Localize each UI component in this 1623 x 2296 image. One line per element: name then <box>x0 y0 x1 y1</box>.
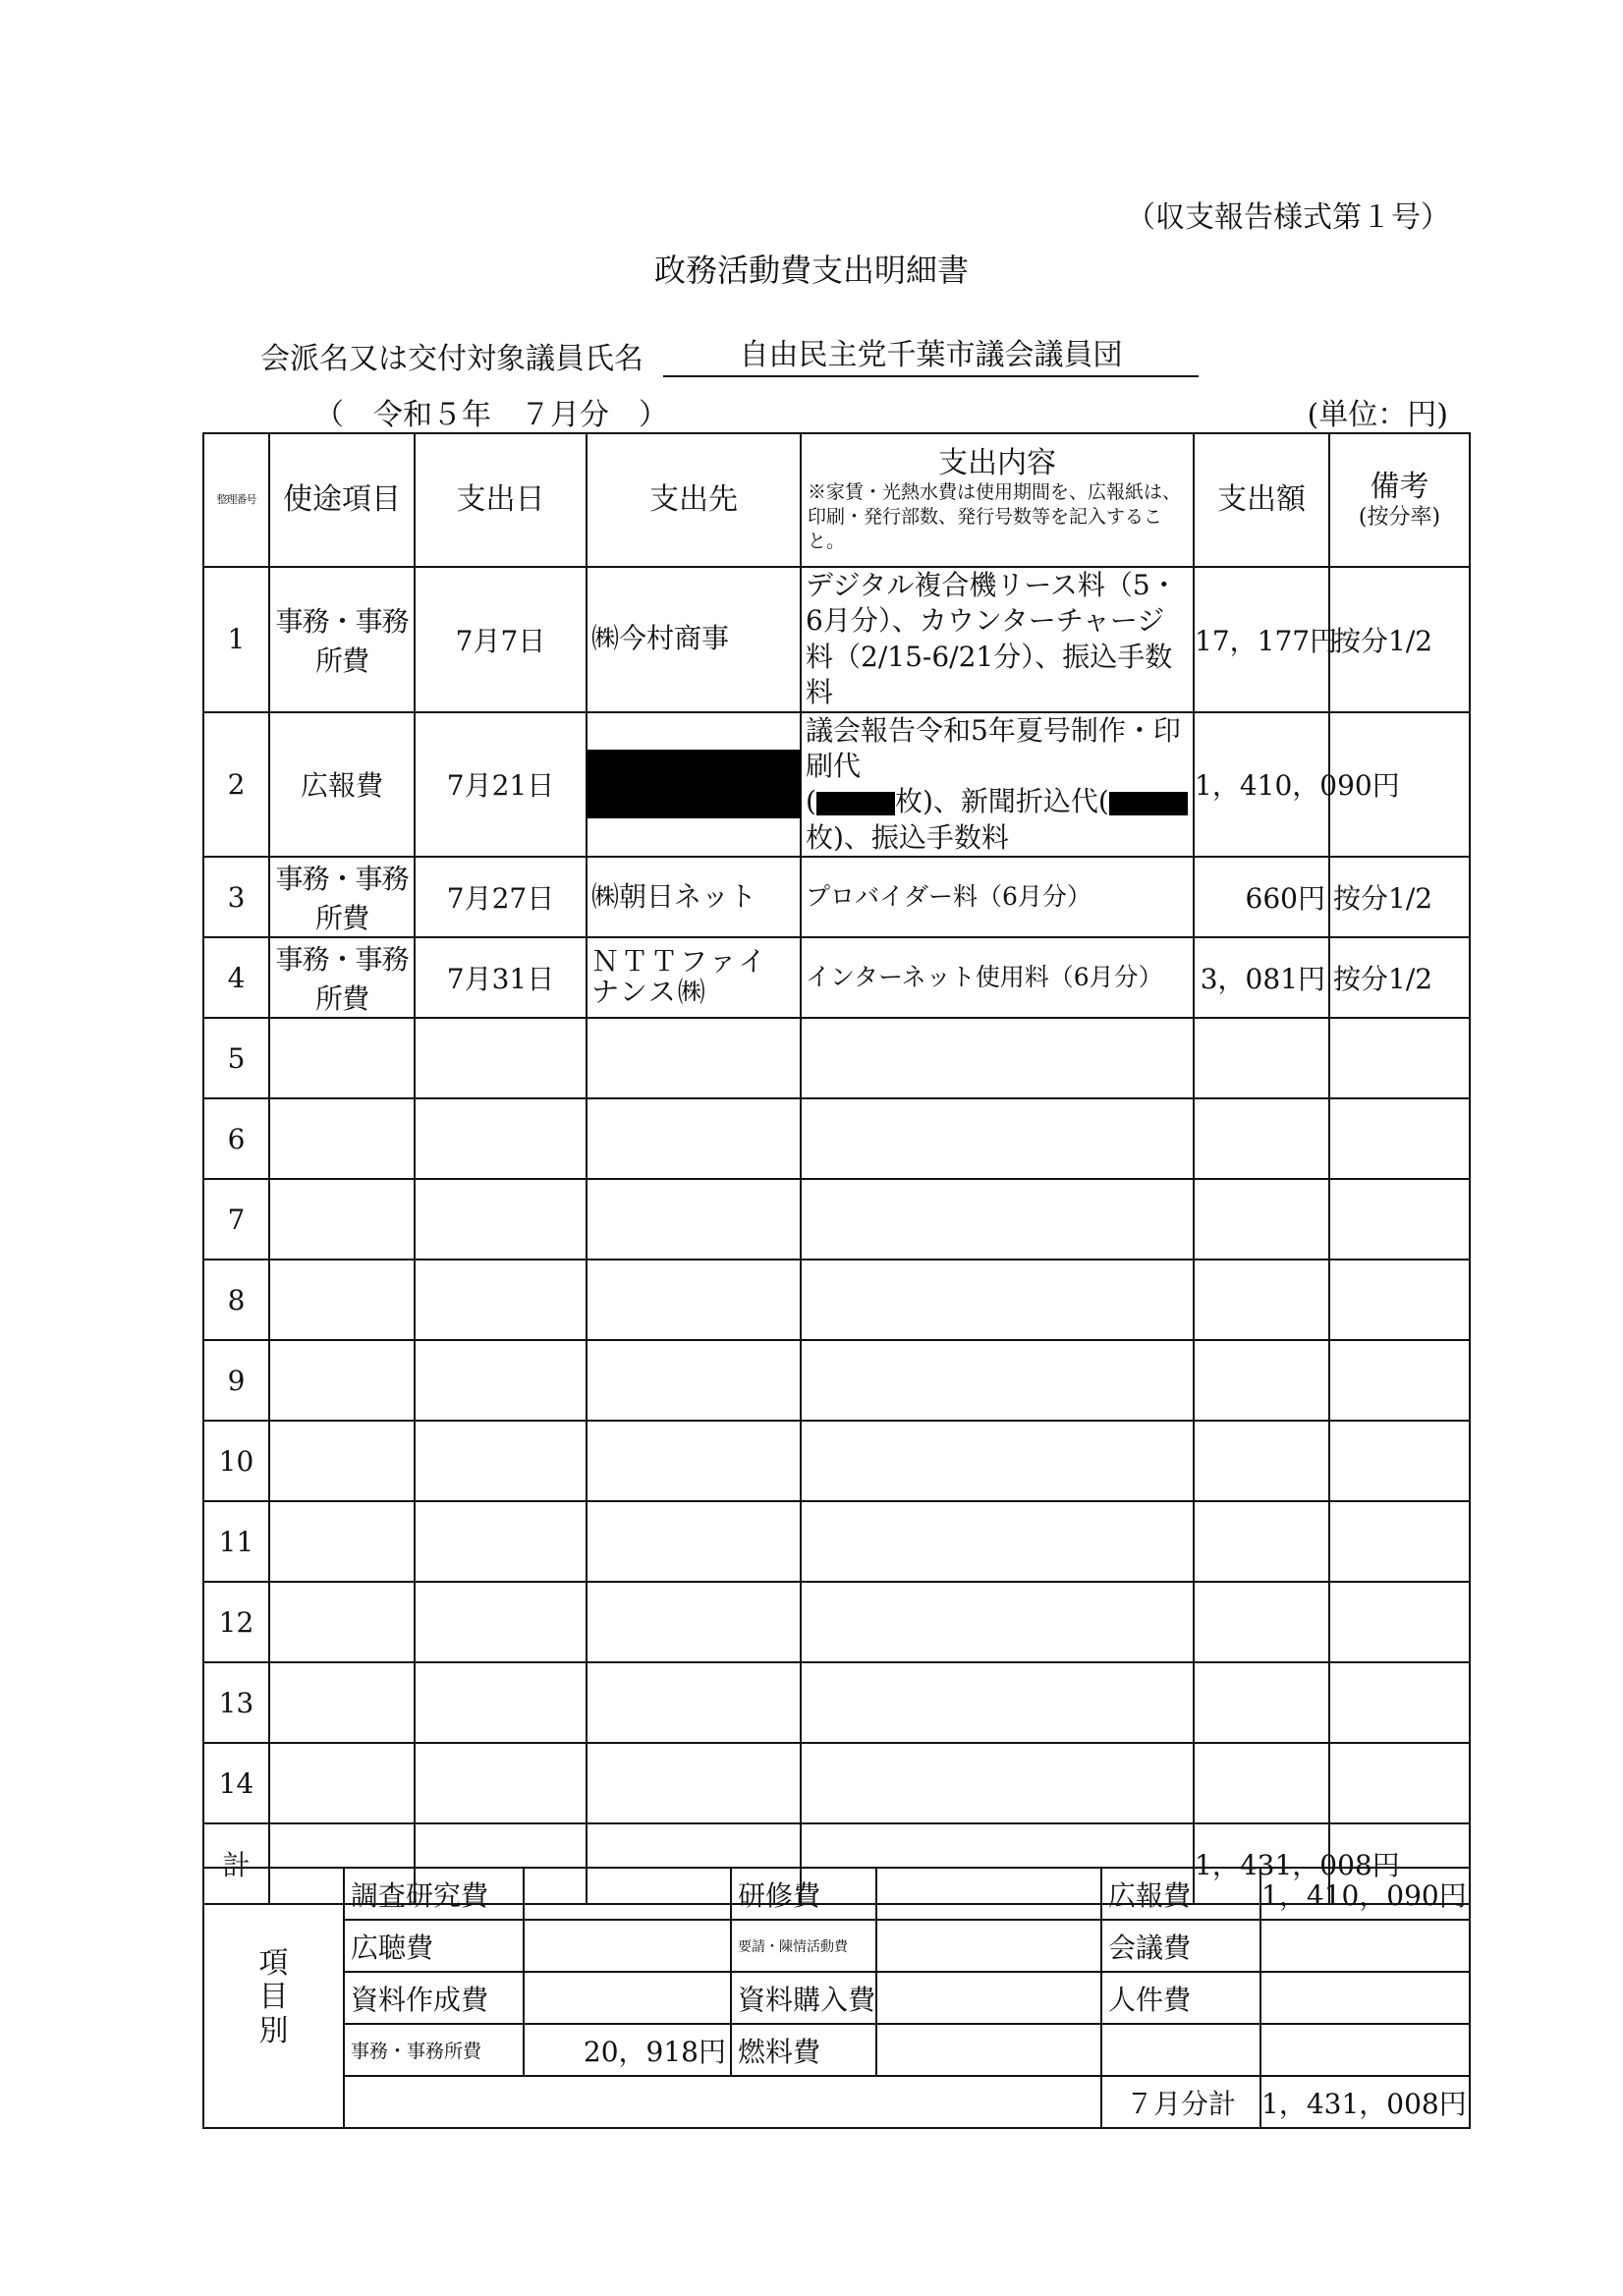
row-date <box>415 1340 587 1421</box>
row-payee <box>587 1582 801 1662</box>
row-date <box>415 1098 587 1179</box>
row-content <box>801 1098 1194 1179</box>
row-content-part: ( <box>806 785 816 818</box>
row-date <box>415 1260 587 1340</box>
row-use: 事務・事務所費 <box>269 937 415 1018</box>
row-remarks <box>1329 1260 1470 1340</box>
month-total-value: 1，431，008円 <box>1260 2076 1470 2128</box>
category-summary-table <box>202 1867 1471 2129</box>
header-content-note: ※家賃・光熱水費は使用期間を、広報紙は、印刷・発行部数、発行号数等を記入すること。 <box>808 481 1182 552</box>
row-remarks <box>1329 1421 1470 1501</box>
row-payee: ㈱朝日ネット <box>587 857 801 937</box>
summary-row <box>203 1868 1470 1920</box>
row-no: 14 <box>203 1743 269 1823</box>
table-row <box>203 1421 1470 1501</box>
summary-side-label: 項 目 別 <box>203 1868 344 2128</box>
row-amount <box>1194 1340 1329 1421</box>
header-remarks <box>1329 433 1470 567</box>
row-content <box>801 1743 1194 1823</box>
header-content <box>801 433 1194 567</box>
header-use: 使途項目 <box>269 433 415 567</box>
detail-header-row <box>203 433 1470 567</box>
row-content <box>801 1662 1194 1743</box>
group-label: 会派名又は交付対象議員氏名 <box>260 342 644 376</box>
row-no: 1 <box>203 567 269 712</box>
table-row <box>203 1179 1470 1260</box>
row-date <box>415 1179 587 1260</box>
summary-row <box>203 2024 1470 2076</box>
row-remarks <box>1329 1018 1470 1098</box>
summary-label: 要請・陳情活動費 <box>731 1920 876 1972</box>
row-amount <box>1194 1501 1329 1582</box>
summary-value <box>876 2024 1101 2076</box>
row-payee <box>587 1179 801 1260</box>
row-use <box>269 1340 415 1421</box>
row-no: 11 <box>203 1501 269 1582</box>
redacted-block <box>588 750 801 818</box>
document-title: 政務活動費支出明細書 <box>653 252 969 289</box>
summary-value <box>876 1972 1101 2024</box>
table-row <box>203 1662 1470 1743</box>
row-date: 7月27日 <box>415 857 587 937</box>
row-use <box>269 1260 415 1340</box>
row-content: インターネット使用料（6月分） <box>801 937 1194 1018</box>
summary-label: 会議費 <box>1101 1920 1260 1972</box>
summary-label: 事務・事務所費 <box>344 2024 524 2076</box>
row-content-part: 枚)、振込手数料 <box>806 820 1009 854</box>
row-amount: 3，081円 <box>1194 937 1329 1018</box>
row-no: 10 <box>203 1421 269 1501</box>
row-use <box>269 1662 415 1743</box>
row-use: 事務・事務所費 <box>269 567 415 712</box>
header-remarks-title: 備考 <box>1370 470 1429 505</box>
row-amount: 1，410，090円 <box>1194 712 1329 858</box>
redacted-block <box>1109 792 1188 815</box>
row-payee <box>587 1501 801 1582</box>
row-remarks: 按分1/2 <box>1329 567 1470 712</box>
summary-label: 広聴費 <box>344 1920 524 1972</box>
row-date <box>415 1582 587 1662</box>
row-no: 2 <box>203 712 269 858</box>
row-remarks <box>1329 1743 1470 1823</box>
table-row <box>203 1260 1470 1340</box>
row-use <box>269 1179 415 1260</box>
row-remarks <box>1329 1179 1470 1260</box>
row-use <box>269 1018 415 1098</box>
total-label: 計 <box>203 1823 269 1904</box>
table-row <box>203 857 1470 937</box>
row-payee <box>587 1018 801 1098</box>
row-payee <box>587 1743 801 1823</box>
row-content <box>801 1421 1194 1501</box>
summary-label: 研修費 <box>731 1868 876 1920</box>
summary-value <box>524 1920 731 1972</box>
row-date <box>415 1662 587 1743</box>
table-row <box>203 1018 1470 1098</box>
row-payee: ㈱今村商事 <box>587 567 801 712</box>
summary-value <box>1260 1972 1470 2024</box>
row-no: 8 <box>203 1260 269 1340</box>
row-amount: 17，177円 <box>1194 567 1329 712</box>
row-no: 12 <box>203 1582 269 1662</box>
row-no: 3 <box>203 857 269 937</box>
header-remarks-sub: (按分率) <box>1358 504 1441 530</box>
row-content: デジタル複合機リース料（5・6月分）、カウンターチャージ料（2/15-6/21分）、振込手数料 <box>801 567 1194 712</box>
summary-value <box>876 1920 1101 1972</box>
month-total-label: ７月分計 <box>1101 2076 1260 2128</box>
summary-label: 広報費 <box>1101 1868 1260 1920</box>
row-no: 4 <box>203 937 269 1018</box>
row-payee <box>587 1421 801 1501</box>
row-remarks <box>1329 1501 1470 1582</box>
redacted-block <box>816 792 895 815</box>
row-no: 5 <box>203 1018 269 1098</box>
row-use <box>269 1582 415 1662</box>
row-payee <box>587 1662 801 1743</box>
summary-row <box>203 1972 1470 2024</box>
row-content <box>801 1340 1194 1421</box>
row-content <box>801 1179 1194 1260</box>
table-row <box>203 1582 1470 1662</box>
table-row <box>203 1743 1470 1823</box>
summary-empty <box>1260 2024 1470 2076</box>
row-use: 広報費 <box>269 712 415 858</box>
row-payee <box>587 1340 801 1421</box>
row-date: 7月31日 <box>415 937 587 1018</box>
table-row <box>203 567 1470 712</box>
summary-value <box>524 1868 731 1920</box>
row-use <box>269 1421 415 1501</box>
row-amount <box>1194 1018 1329 1098</box>
row-amount <box>1194 1421 1329 1501</box>
summary-empty <box>1101 2024 1260 2076</box>
table-row <box>203 1340 1470 1421</box>
table-row <box>203 937 1470 1018</box>
row-content <box>801 1018 1194 1098</box>
row-amount: 660円 <box>1194 857 1329 937</box>
row-amount <box>1194 1260 1329 1340</box>
summary-label: 調査研究費 <box>344 1868 524 1920</box>
summary-value <box>876 1868 1101 1920</box>
group-name: 自由民主党千葉市議会議員団 <box>663 330 1199 377</box>
header-payee: 支出先 <box>587 433 801 567</box>
row-payee: ＮＴＴファイナンス㈱ <box>587 937 801 1018</box>
unit-label: (単位：円) <box>1307 398 1448 432</box>
row-date <box>415 1501 587 1582</box>
row-no: 6 <box>203 1098 269 1179</box>
row-remarks <box>1329 1582 1470 1662</box>
row-payee <box>587 1260 801 1340</box>
summary-row <box>203 1920 1470 1972</box>
row-no: 9 <box>203 1340 269 1421</box>
period-label: （ 令和５年 ７月分 ） <box>314 398 668 432</box>
row-remarks <box>1329 1098 1470 1179</box>
row-no: 13 <box>203 1662 269 1743</box>
row-use: 事務・事務所費 <box>269 857 415 937</box>
row-remarks: 按分1/2 <box>1329 857 1470 937</box>
row-content <box>801 1260 1194 1340</box>
header-no: 整理番号 <box>203 433 269 567</box>
summary-label: 燃料費 <box>731 2024 876 2076</box>
summary-label: 資料購入費 <box>731 1972 876 2024</box>
row-use <box>269 1098 415 1179</box>
row-date <box>415 1421 587 1501</box>
row-date: 7月21日 <box>415 712 587 858</box>
row-date <box>415 1018 587 1098</box>
row-remarks <box>1329 1340 1470 1421</box>
header-date: 支出日 <box>415 433 587 567</box>
summary-value: 20，918円 <box>524 2024 731 2076</box>
row-payee <box>587 1098 801 1179</box>
row-content-part: 枚)、新聞折込代( <box>894 785 1109 818</box>
row-remarks <box>1329 1662 1470 1743</box>
header-content-title: 支出内容 <box>938 445 1056 480</box>
row-date <box>415 1743 587 1823</box>
row-payee <box>587 712 801 858</box>
summary-label: 資料作成費 <box>344 1972 524 2024</box>
row-date: 7月7日 <box>415 567 587 712</box>
form-number: （収支報告様式第１号） <box>1126 200 1450 235</box>
row-content <box>801 1501 1194 1582</box>
summary-value <box>1260 1920 1470 1972</box>
table-row <box>203 1098 1470 1179</box>
row-content: プロバイダー料（6月分） <box>801 857 1194 937</box>
row-use <box>269 1743 415 1823</box>
summary-value: 1，410，090円 <box>1260 1868 1470 1920</box>
table-row <box>203 712 1470 858</box>
row-content <box>801 1582 1194 1662</box>
row-amount <box>1194 1662 1329 1743</box>
summary-total-row <box>203 2076 1470 2128</box>
summary-label: 人件費 <box>1101 1972 1260 2024</box>
header-amount: 支出額 <box>1194 433 1329 567</box>
total-amount: 1，431，008円 <box>1194 1823 1329 1904</box>
row-amount <box>1194 1098 1329 1179</box>
row-no: 7 <box>203 1179 269 1260</box>
expense-detail-table <box>202 432 1471 1905</box>
row-amount <box>1194 1179 1329 1260</box>
summary-empty <box>344 2076 1101 2128</box>
row-content-part: 議会報告令和5年夏号制作・印刷代 <box>806 713 1181 782</box>
row-remarks: 按分1/2 <box>1329 937 1470 1018</box>
row-amount <box>1194 1743 1329 1823</box>
row-use <box>269 1501 415 1582</box>
row-content <box>801 712 1194 858</box>
summary-value <box>524 1972 731 2024</box>
table-row <box>203 1501 1470 1582</box>
row-amount <box>1194 1582 1329 1662</box>
